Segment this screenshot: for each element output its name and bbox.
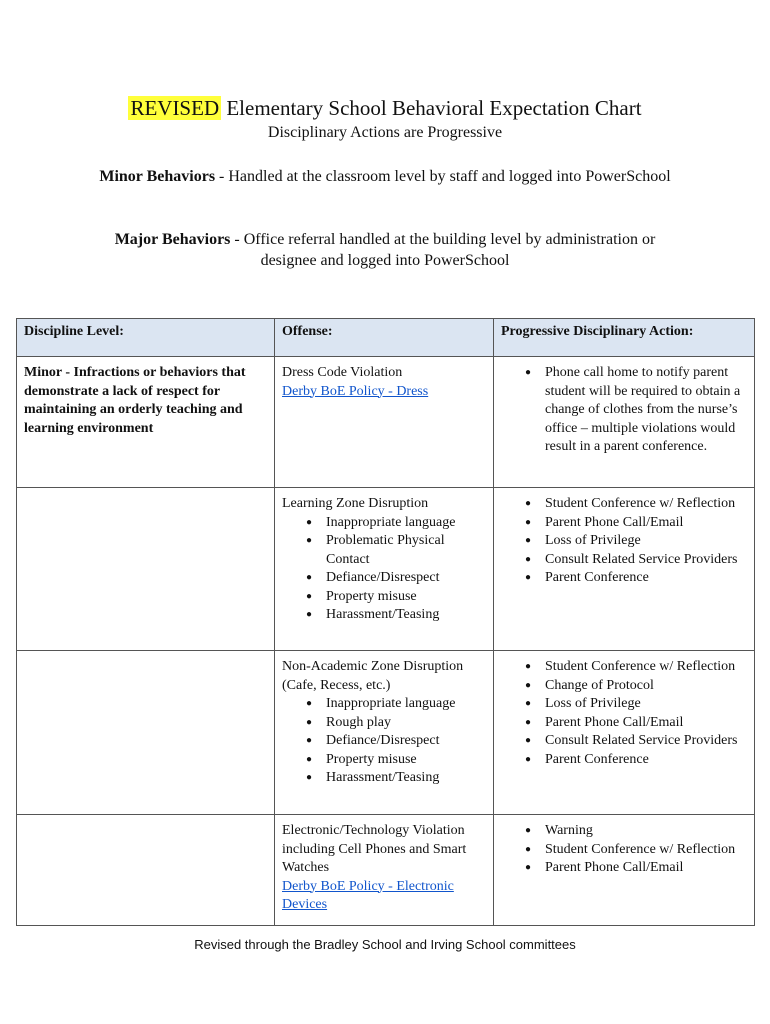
action-cell: [494, 651, 755, 815]
action-item: ● Warning: [545, 822, 747, 841]
discipline-level-empty: [17, 815, 275, 926]
document-title: [0, 94, 770, 122]
table-row: [17, 357, 755, 488]
header-progressive-action: Progressive Disciplinary Action:: [494, 319, 755, 357]
offense-title: Learning Zone Disruption: [282, 496, 429, 511]
action-item: ● Parent Conference: [545, 569, 747, 588]
action-item: ● Consult Related Service Providers: [545, 732, 747, 751]
action-cell: [494, 488, 755, 651]
document-subtitle: Disciplinary Actions are Progressive: [267, 124, 503, 141]
offense-cell: [275, 357, 494, 488]
footer-note: Revised through the Bradley School and Irving School committees: [194, 937, 576, 952]
table-row: [17, 651, 755, 815]
action-item: ● Student Conference w/ Reflection: [545, 658, 747, 677]
action-item: ● Parent Conference: [545, 751, 747, 770]
title-text: Elementary School Behavioral Expectation Chart: [221, 96, 642, 120]
action-item: ● Parent Phone Call/Email: [545, 514, 747, 533]
offense-item: ● Harassment/Teasing: [326, 606, 486, 625]
action-cell: [494, 357, 755, 488]
offense-item: ● Harassment/Teasing: [326, 769, 486, 788]
offense-item: ● Inappropriate language: [326, 695, 486, 714]
offense-cell: [275, 815, 494, 926]
header-discipline-level: Discipline Level:: [17, 319, 275, 357]
major-behaviors-description: [90, 229, 680, 271]
major-behaviors-text: - Office referral handled at the building level by administration or designee and logged into PowerSchool: [230, 231, 656, 269]
table-row: [17, 488, 755, 651]
offense-cell: [275, 651, 494, 815]
action-cell: [494, 815, 755, 926]
behavior-chart-table: [16, 318, 755, 926]
minor-behaviors-text: - Handled at the classroom level by staff and logged into PowerSchool: [215, 168, 671, 185]
revised-highlight: REVISED: [130, 96, 220, 120]
action-item: ● Change of Protocol: [545, 677, 747, 696]
minor-behaviors-label: Minor Behaviors: [99, 168, 216, 185]
header-offense: Offense:: [275, 319, 494, 357]
action-item: ● Loss of Privilege: [545, 695, 747, 714]
table-row: [17, 815, 755, 926]
policy-link-electronic-devices[interactable]: Derby BoE Policy - Electronic Devices: [282, 878, 454, 912]
action-item: ● Student Conference w/ Reflection: [545, 495, 747, 514]
action-item: ● Parent Phone Call/Email: [545, 859, 747, 878]
offense-item: ● Rough play: [326, 714, 486, 733]
offense-item: ● Inappropriate language: [326, 514, 486, 533]
minor-behaviors-description: [90, 166, 680, 187]
action-item: ● Consult Related Service Providers: [545, 551, 747, 570]
discipline-level-minor: Minor - Infractions or behaviors that demonstrate a lack of respect for maintaining an orderly teaching and learning environment: [17, 357, 275, 488]
action-item: ● Loss of Privilege: [545, 532, 747, 551]
offense-item: ● Property misuse: [326, 588, 486, 607]
offense-item: ● Problematic Physical Contact: [326, 532, 486, 569]
offense-title: Dress Code Violation: [282, 365, 403, 380]
action-item: ● Parent Phone Call/Email: [545, 714, 747, 733]
major-behaviors-label: Major Behaviors: [114, 231, 231, 248]
offense-title: Electronic/Technology Violation including Cell Phones and Smart Watches: [282, 823, 467, 875]
offense-item: ● Defiance/Disrespect: [326, 732, 486, 751]
discipline-level-empty: [17, 488, 275, 651]
policy-link-dress[interactable]: Derby BoE Policy - Dress: [282, 383, 429, 399]
discipline-level-empty: [17, 651, 275, 815]
table-header-row: [17, 319, 755, 357]
offense-cell: [275, 488, 494, 651]
offense-title: Non-Academic Zone Disruption (Cafe, Recess, etc.): [282, 659, 464, 693]
offense-item: ● Defiance/Disrespect: [326, 569, 486, 588]
action-item: ● Student Conference w/ Reflection: [545, 841, 747, 860]
action-item: ● Phone call home to notify parent student will be required to obtain a change of clothes from the nurse’s office – multiple violations would result in a parent conference.: [545, 364, 747, 457]
offense-item: ● Property misuse: [326, 751, 486, 770]
